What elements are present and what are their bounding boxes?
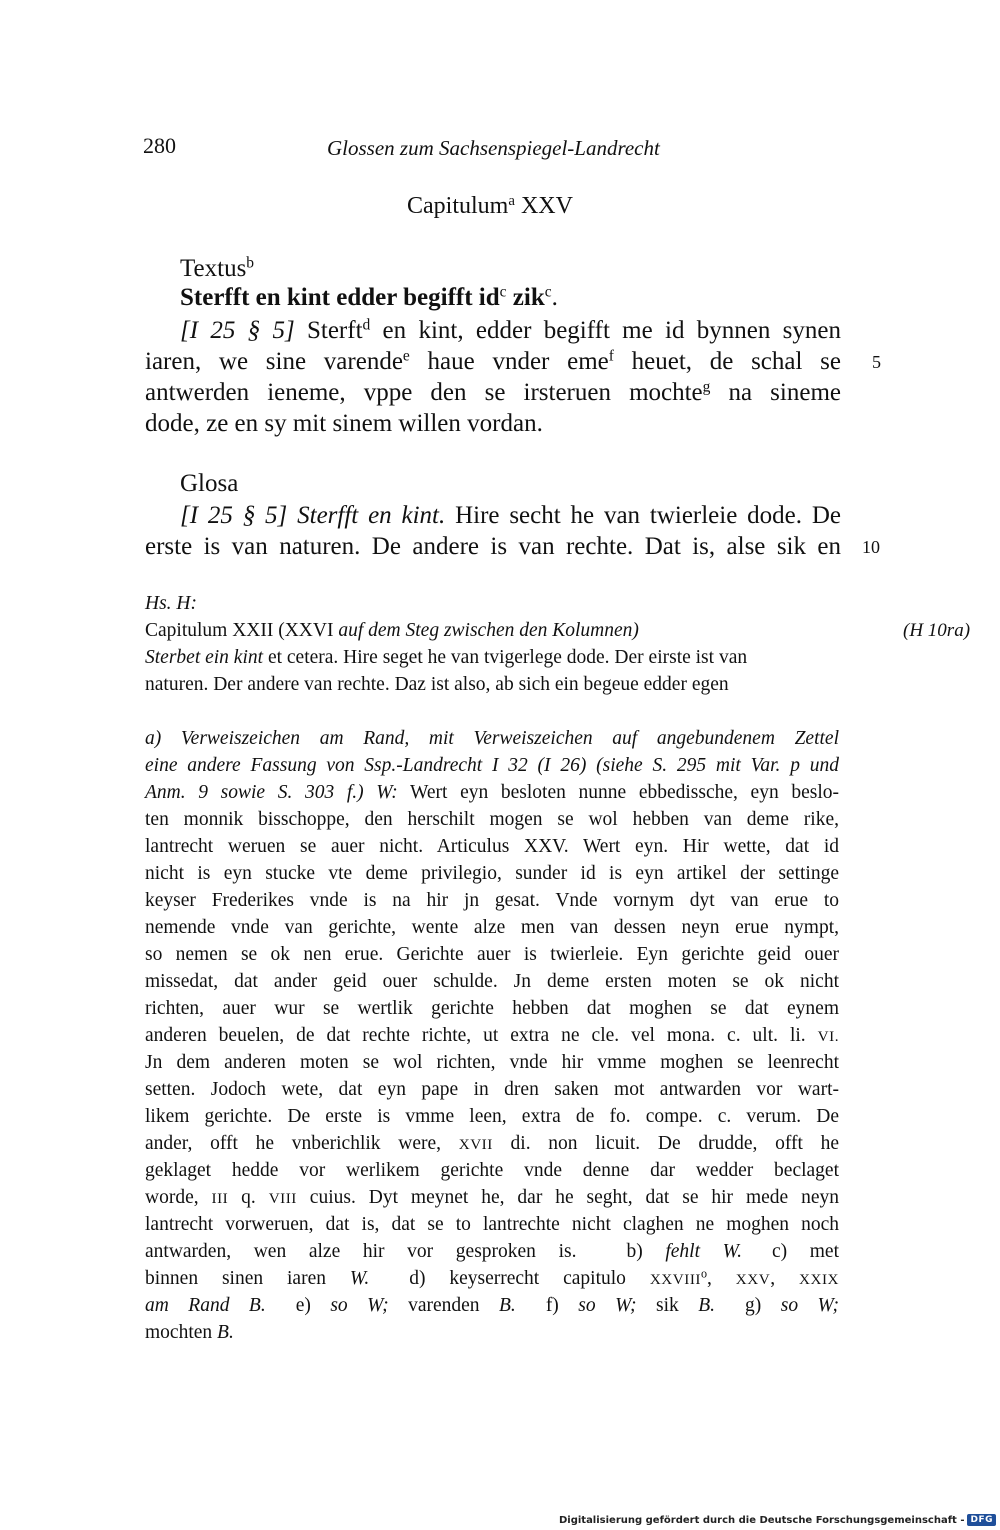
footnote-text: , <box>770 1268 799 1289</box>
footnote-italic: so W; <box>780 1295 840 1316</box>
footnote-text: sik <box>636 1295 699 1316</box>
footnote-line: Jn dem anderen moten se wol richten, vnde hir vmme moghen se leenrecht <box>145 1052 839 1073</box>
footnote-line <box>145 1265 839 1292</box>
footnote-line: lantrecht weruen se auer nicht. Articulus XXV. Wert eyn. Hir wette, dat id <box>145 836 839 857</box>
running-title: Glossen zum Sachsenspiegel-Landrecht <box>327 136 660 160</box>
footnote-marker-a: a <box>508 192 515 209</box>
textus-heading <box>180 284 558 312</box>
heading-text-1: Sterfft en kint edder begifft id <box>180 284 500 311</box>
footnote-line: lantrecht vorweruen, dat is, dat se to lantrechte nicht claghen ne moghen noch <box>145 1214 839 1235</box>
hs-h-block <box>145 590 839 698</box>
footnote-italic: so W; <box>330 1295 389 1316</box>
hs-h-line-2 <box>145 644 839 671</box>
footnote-text: antwarden, wen alze hir vor gesproken is. <box>145 1241 577 1262</box>
footnote-italic: B. <box>698 1295 716 1316</box>
glosa-body <box>145 500 841 562</box>
footnote-smallcaps: XXV <box>735 1271 771 1288</box>
footnote-italic: W. <box>349 1268 370 1289</box>
paragraph-ref: [I 25 § 5] <box>180 502 288 529</box>
footnote-marker-c1: c <box>499 283 507 301</box>
footnote-text: worde, <box>145 1187 212 1208</box>
footnote-line: richten, auer wur se wertlik gerichte hebben dat moghen se dat eynem <box>145 998 839 1019</box>
footnote-smallcaps: XXVIII <box>649 1271 701 1288</box>
footnote-smallcaps: VIII <box>268 1190 297 1207</box>
footnote-line <box>145 1130 839 1157</box>
glosa-text: erste is van naturen. De andere is van rechte. Dat is, alse sik en <box>145 533 841 560</box>
textus-body <box>145 315 841 439</box>
textus-line-3 <box>145 377 841 408</box>
footnote-marker-e: e <box>402 347 410 365</box>
footnote-marker-c2: c <box>544 283 552 301</box>
footnote-text: e) <box>295 1295 331 1316</box>
hs-h-line-1 <box>145 617 839 644</box>
dfg-logo: DFG <box>967 1514 996 1526</box>
textus-text: Sterft <box>294 317 363 344</box>
footnote-line: keyser Frederikes vnde is na hir jn gesat. Vnde vornym dyt van erue to <box>145 890 839 911</box>
footnote-text: q. <box>228 1187 269 1208</box>
textus-line-2 <box>145 346 841 377</box>
textus-text: haue vnder eme <box>409 348 609 375</box>
footnote-line: so nemen se ok nen erue. Gerichte auer is twierleie. Eyn gerichte geid ouer <box>145 944 839 965</box>
footnote-smallcaps: XXIX <box>798 1271 839 1288</box>
footnote-marker-d: d <box>362 316 371 334</box>
footnote-text: b) <box>626 1241 666 1262</box>
hs-h-text: naturen. Der andere van rechte. Daz ist also, ab sich ein begeue edder egen <box>145 674 729 695</box>
footnote-text: , <box>707 1268 736 1289</box>
footer-text: Digitalisierung gefördert durch die Deutsche Forschungsgemeinschaft - <box>558 1514 965 1526</box>
textus-text: dode, ze en sy mit sinem willen vordan. <box>145 410 543 437</box>
hs-h-italic: Sterbet ein kint <box>145 647 264 668</box>
glosa-label: Glosa <box>180 470 239 497</box>
chapter-title-word: Capitulum <box>407 193 509 219</box>
footnote-italic: B. <box>217 1322 234 1343</box>
line-number: 5 <box>872 352 881 372</box>
footnote-line <box>145 779 839 806</box>
footnote-line: nicht is eyn stucke vte deme privilegio, sunder id is eyn artikel der settinge <box>145 863 839 884</box>
footnote-line: eine andere Fassung von Ssp.-Landrecht I 32 (I 26) (siehe S. 295 mit Var. p und <box>145 755 839 776</box>
footnote-text: cuius. Dyt meynet he, dar he seght, dat se hir mede neyn <box>296 1187 840 1208</box>
footnote-text: Wert eyn besloten nunne ebbedissche, eyn beslo- <box>397 782 839 803</box>
chapter-number: XXV <box>520 193 573 219</box>
textus-line-4 <box>145 408 841 439</box>
footnote-italic: fehlt W. <box>665 1241 742 1262</box>
footnote-italic: Anm. 9 sowie S. 303 f.) W: <box>145 782 398 803</box>
textus-line-1 <box>145 315 841 346</box>
footnote-line: geklaget hedde vor werlikem gerichte vnde denne dar wedder beclaget <box>145 1160 839 1181</box>
footnote-marker-b: b <box>246 254 255 272</box>
footnote-marker-f: f <box>608 347 614 365</box>
glosa-lemma: Sterfft en kint. <box>297 502 446 529</box>
footnote-text: binnen sinen iaren <box>145 1268 350 1289</box>
hs-h-text: et cetera. Hire seget he van tvigerlege dode. Der eirste ist van <box>263 647 748 668</box>
footnote-text: ander, offt he vnberichlik were, <box>145 1133 459 1154</box>
footnote-smallcaps: VI. <box>817 1028 839 1045</box>
digitization-footer <box>559 1514 996 1526</box>
textus-text: na sineme <box>710 379 841 406</box>
glosa-line-1 <box>145 500 841 531</box>
footnote-text: varenden <box>388 1295 500 1316</box>
footnote-text: d) keyserrecht capitulo <box>409 1268 650 1289</box>
hs-h-label: Hs. H: <box>145 593 197 614</box>
footnote-italic: so W; <box>578 1295 637 1316</box>
hs-h-text: Capitulum XXII (XXVI <box>145 620 339 641</box>
textus-text: antwerden ieneme, vppe den se irsteruen mochte <box>145 379 703 406</box>
footnotes <box>145 725 839 1346</box>
paragraph-ref: [I 25 § 5] <box>180 317 295 344</box>
textus-text: iaren, we sine varende <box>145 348 403 375</box>
chapter-title <box>0 193 1000 220</box>
footnote-smallcaps: III <box>211 1190 229 1207</box>
footnote-marker-g: g <box>702 378 711 396</box>
footnote-line: ten monnik bisschoppe, den herschilt mogen se wol hebben van deme rike, <box>145 809 839 830</box>
footnote-text: anderen beuelen, de dat rechte richte, ut extra ne cle. vel mona. c. ult. li. <box>145 1025 818 1046</box>
footnote-line <box>145 1319 839 1346</box>
footnote-text: mochten <box>145 1322 218 1343</box>
textus-text: en kint, edder begifft me id bynnen synen <box>370 317 841 344</box>
margin-sigle: (H 10ra) <box>903 620 971 641</box>
footnote-smallcaps: XVII <box>458 1136 493 1153</box>
footnote-italic: am Rand B. <box>145 1295 266 1316</box>
footnote-line <box>145 1238 839 1265</box>
glosa-text: Hire secht he van twierleie dode. De <box>445 502 841 529</box>
hs-h-italic: auf dem Steg zwischen den Kolumnen) <box>338 620 639 641</box>
line-number: 10 <box>862 537 880 557</box>
hs-h-line-3 <box>145 671 839 698</box>
footnote-text: f) <box>545 1295 579 1316</box>
footnote-line: missedat, dat ander geid ouer schulde. Jn deme ersten moten se ok nicht <box>145 971 839 992</box>
footnote-italic: B. <box>499 1295 516 1316</box>
page-number: 280 <box>143 133 176 158</box>
footnote-line <box>145 1184 839 1211</box>
footnote-line <box>145 1022 839 1049</box>
footnote-line <box>145 1292 839 1319</box>
heading-text-end: . <box>551 284 558 311</box>
footnote-text: c) met <box>771 1241 839 1262</box>
footnote-text: g) <box>745 1295 781 1316</box>
footnote-line: nemende vnde van gerichte, wente alze men van dessen neyn erue nympt, <box>145 917 839 938</box>
textus-label-text: Textus <box>180 255 247 282</box>
textus-text: heuet, de schal se <box>613 348 841 375</box>
textus-label <box>180 255 254 283</box>
heading-text-2: zik <box>506 284 545 311</box>
footnote-text: di. non licuit. De drudde, offt he <box>492 1133 839 1154</box>
footnote-superscript: o <box>700 1266 707 1281</box>
glosa-line-2 <box>145 531 841 562</box>
footnote-line: a) Verweiszeichen am Rand, mit Verweiszeichen auf angebundenem Zettel <box>145 728 839 749</box>
footnote-line: likem gerichte. De erste is vmme leen, extra de fo. compe. c. verum. De <box>145 1106 839 1127</box>
footnote-line: setten. Jodoch wete, dat eyn pape in dren saken mot antwarden vor wart- <box>145 1079 839 1100</box>
